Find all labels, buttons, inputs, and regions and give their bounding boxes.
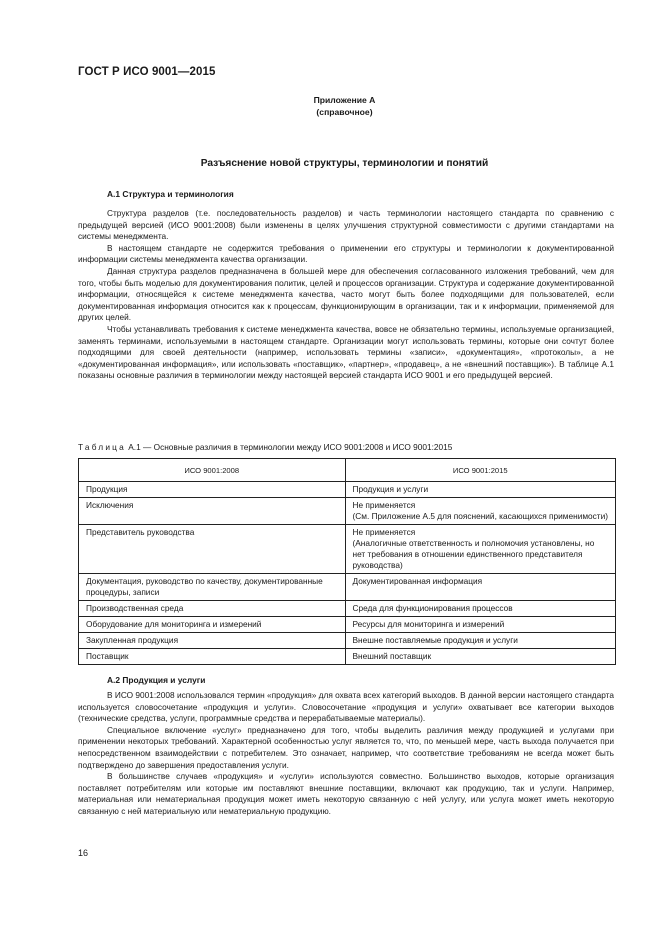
paragraph: Специальное включение «услуг» предназначено для того, чтобы выделить различия между продукцией и услугами при применении некоторых требований. Характерной особенностью услуг является то, что, по меньшей мере, часть выхода получается при непосредственном взаимодействии с потребителем. Это означает, например, что соответствие требованиям не всегда может быть подтверждено до завершения предоставления услуги. [78,724,614,770]
cell-iso-2008: Документация, руководство по качеству, документированные процедуры, записи [79,574,346,601]
cell-iso-2015: Внешний поставщик [345,649,616,665]
table-row [79,498,616,525]
standard-header: ГОСТ Р ИСО 9001—2015 [78,66,216,78]
table-caption-text: А.1 — Основные различия в терминологии между ИСО 9001:2008 и ИСО 9001:2015 [128,442,453,452]
cell-iso-2008: Закупленная продукция [79,633,346,649]
cell-iso-2008: Представитель руководства [79,525,346,574]
main-title: Разъяснение новой структуры, терминологии и понятий [200,158,489,169]
cell-iso-2008: Поставщик [79,649,346,665]
section-a1-body [78,208,614,382]
cell-iso-2015: Среда для функционирования процессов [345,601,616,617]
terminology-table [78,458,616,665]
cell-iso-2008: Продукция [79,482,346,498]
appendix-title: Приложение А [313,95,376,105]
cell-iso-2015: Ресурсы для мониторинга и измерений [345,617,616,633]
cell-iso-2015: Документированная информация [345,574,616,601]
cell-iso-2015: Не применяется (Аналогичные ответственность и полномочия установлены, но нет требования в отношении единственного представителя руководства) [345,525,616,574]
section-a1-heading: А.1 Структура и терминология [107,189,234,199]
table-caption-label: Таблица [78,442,126,452]
paragraph: Данная структура разделов предназначена в большей мере для обеспечения согласованного изложения требований, чем для того, чтобы быть моделью для документирования политик, целей и процессов организации. Структура и содержание документированной информации, относящейся к системе менеджмента качества, часто могут быть более подходящими для пользователей, если документированная информация относится как к процессам, функционирующим в организации, так и к информации, применяемой для других целей. [78,265,614,323]
paragraph: Чтобы устанавливать требования к системе менеджмента качества, вовсе не обязательно термины, используемые организацией, заменять терминами, используемыми в настоящем стандарте. Организации могут использовать термины, которые они сочтут более подходящими для своей деятельности (например, использовать термины «записи», «документация», «протоколы», а не «документированная информация», или использовать «поставщик», «партнер», «продавец», а не «внешний поставщик»). В таблице А.1 показаны основные различия в терминологии между настоящей версией стандарта ИСО 9001 и его предыдущей версией. [78,323,614,381]
table-row [79,525,616,574]
paragraph: В большинстве случаев «продукция» и «услуги» используются совместно. Большинство выходов, которые организация поставляет потребителям или которые им поставляют внешние поставщики, включают как продукцию, так и услуги. Например, материальная или нематериальная продукция может иметь некоторую связанную с ней услугу, или услуга может иметь некоторую связанную с ней материальную или нематериальную продукцию. [78,771,614,816]
table-row [79,482,616,498]
column-header: ИСО 9001:2008 [79,459,346,482]
cell-iso-2008: Исключения [79,498,346,525]
table-row [79,649,616,665]
section-a2-heading: А.2 Продукция и услуги [107,675,206,685]
cell-iso-2015: Не применяется (См. Приложение А.5 для пояснений, касающихся применимости) [345,498,616,525]
cell-iso-2015: Внешне поставляемые продукция и услуги [345,633,616,649]
paragraph: В настоящем стандарте не содержится требования о применении его структуры и терминологии к документированной информации системы менеджмента качества организации. [78,242,614,265]
column-header: ИСО 9001:2015 [345,459,616,482]
cell-iso-2008: Оборудование для мониторинга и измерений [79,617,346,633]
table-caption [78,442,452,452]
table-header-row [79,459,616,482]
page-number: 16 [78,848,89,858]
appendix-heading [0,94,661,118]
paragraph: В ИСО 9001:2008 использовался термин «продукция» для охвата всех категорий выходов. В данной версии настоящего стандарта используется словосочетание «продукция и услуги». Словосочетание «продукция и услуги» охватывает все категории выходов (технические средства, услуги, программные средства и перерабатываемые материалы). [78,690,614,724]
table-row [79,574,616,601]
cell-iso-2015: Продукция и услуги [345,482,616,498]
table-row [79,617,616,633]
appendix-subtitle: (справочное) [316,107,373,117]
table-row [79,601,616,617]
section-a2-body [78,690,614,818]
table-row [79,633,616,649]
paragraph: Структура разделов (т.е. последовательность разделов) и часть терминологии настоящего стандарта по сравнению с предыдущей версией (ИСО 9001:2008) были изменены в целях улучшения структурной совместимости с другими стандартами на системы менеджмента. [78,208,614,242]
cell-iso-2008: Производственная среда [79,601,346,617]
